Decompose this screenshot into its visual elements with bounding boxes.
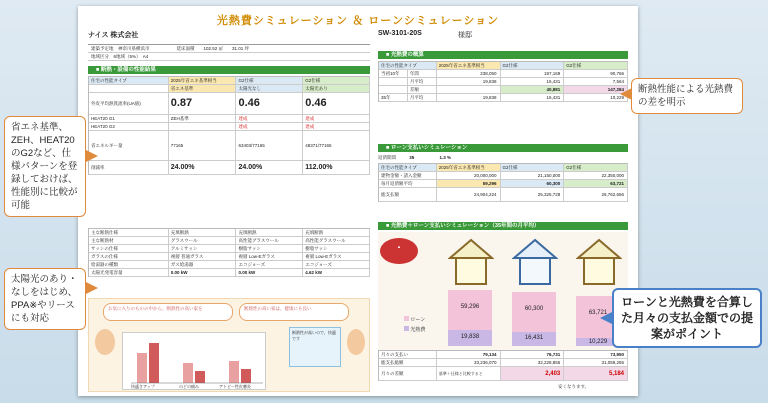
callout-tail bbox=[86, 150, 98, 162]
note-box: 断熱性が高いので、快適です bbox=[289, 327, 341, 367]
section-utility: ■ 光熱費の概算 bbox=[378, 51, 628, 59]
callout-solar-ppa: 太陽光のあり・なしをはじめ、PPA※やリースにも対応 bbox=[4, 268, 86, 330]
info-row: 建築予定地 神奈川県横浜市 延床面積 102.52 ㎡ 31.01 坪 bbox=[88, 45, 370, 53]
table-row: 給湯器の種類 ガス給湯器 エコジョーズ エコジョーズ bbox=[89, 261, 370, 269]
bar bbox=[195, 371, 205, 383]
house-icon bbox=[576, 236, 622, 286]
loan-bar: 63,721 bbox=[576, 296, 620, 338]
section-loan: ■ ローン支払いシミュレーション bbox=[378, 144, 628, 152]
bar bbox=[149, 343, 159, 383]
table-row: 月平均 19,838 16,431 7,564 bbox=[379, 78, 628, 86]
person-illustration bbox=[347, 329, 365, 355]
spec-table bbox=[88, 228, 370, 277]
performance-table bbox=[88, 76, 370, 175]
model-suffix: 様邸 bbox=[458, 32, 472, 39]
utility-table bbox=[378, 61, 628, 102]
model-number: SW-3101-20S bbox=[378, 30, 422, 37]
table-header: 住宅の性能タイプ 2025年省エネ基準相当 G2仕様 G2仕様 bbox=[379, 164, 628, 172]
table-row: 削減率 24.00% 24.00% 112.00% bbox=[89, 161, 370, 175]
callout-tail bbox=[86, 282, 98, 294]
table-row: HEAT20 G2 達成 達成 bbox=[89, 123, 370, 131]
legend-utility: 光熱費 bbox=[404, 326, 425, 333]
bar bbox=[183, 363, 193, 383]
callout-combined-payment: ローンと光熱費を合算した月々の支払金額での提案がポイント bbox=[612, 288, 762, 348]
section-combined: ■ 光熱費＋ローン支払いシミュレーション（35年間の月平均） bbox=[378, 222, 628, 230]
table-row: 毎月返済額平均 59,296 60,300 63,721 bbox=[379, 180, 628, 188]
section-performance: ■ 断熱・設備の性能結果 bbox=[88, 66, 370, 74]
table-row: 35年 月平均 19,838 16,431 10,229 bbox=[379, 94, 628, 102]
bar bbox=[241, 369, 251, 383]
table-row: 差額 40,881 147,284 bbox=[379, 86, 628, 94]
table-row: サッシの仕様 アルミサッシ 樹脂サッシ 樹脂サッシ bbox=[89, 245, 370, 253]
loan-term-label: 返済期間 bbox=[378, 155, 396, 160]
table-header: 住宅の性能タイプ 2025年省エネ基準相当 G2仕様 G2仕様 bbox=[89, 77, 370, 85]
chart-label: アトピー性皮膚炎 bbox=[219, 384, 251, 389]
badge: ▲ bbox=[380, 238, 418, 264]
sheet-title: 光熱費シミュレーション ＆ ローンシミュレーション bbox=[216, 15, 500, 27]
utility-bar: 16,431 bbox=[512, 332, 556, 346]
callout-tail bbox=[600, 312, 612, 324]
table-subheader: 省エネ基準 太陽光なし 太陽光あり bbox=[89, 85, 370, 93]
table-row: 月々の差額 基準＋仕様と比較すると 2,403 5,184 bbox=[379, 367, 628, 381]
table-row: HEAT20 G1 ZEH基準 達成 達成 bbox=[89, 115, 370, 123]
loan-bar: 60,300 bbox=[512, 292, 556, 332]
bar-chart-svg bbox=[123, 333, 267, 391]
callout-spec-patterns: 省エネ基準、ZEH、HEAT20のG2など、仕様パターンを登録しておけば、性能別に比較が可能 bbox=[4, 116, 86, 217]
combined-panel bbox=[378, 232, 628, 350]
loan-terms bbox=[378, 154, 628, 162]
combined-table bbox=[378, 350, 628, 381]
speech-bubble: 断熱性の高い家は、健康にも良い bbox=[239, 303, 349, 321]
project-info bbox=[88, 44, 370, 61]
utility-bar: 10,229 bbox=[576, 338, 620, 346]
table-row: 外皮平均熱貫流率(UA値) 0.87 0.46 0.46 bbox=[89, 93, 370, 115]
table-row: 主な断熱材 グラスウール 高性能グラスウール 高性能グラスウール bbox=[89, 237, 370, 245]
table-row: 総支払額 24,904,224 25,325,728 26,762,656 bbox=[379, 188, 628, 202]
table-row: 月々の支払い 79,134 76,731 73,950 bbox=[379, 351, 628, 359]
legend-loan: ローン bbox=[404, 316, 425, 323]
simulation-sheet bbox=[78, 6, 638, 396]
compare-note: 安くなります。 bbox=[558, 384, 590, 389]
table-header: 住宅の性能タイプ 2025年省エネ基準相当 G2仕様 G2仕様 bbox=[379, 62, 628, 70]
table-row: 太陽光発電容量 0.00 kW 0.00 kW 4.62 kW bbox=[89, 269, 370, 277]
table-row: 総支払総額 33,236,070 32,228,855 31,059,265 bbox=[379, 359, 628, 367]
loan-years: 35 bbox=[409, 155, 415, 160]
chart-label: のどの痛み bbox=[179, 384, 199, 389]
house-icon bbox=[512, 236, 558, 286]
table-row: 建物金額・諸入金額 20,000,000 21,150,000 22,350,000 bbox=[379, 172, 628, 180]
table-row: ガラスの仕様 複層 普通ガラス 複層 Low-Eガラス 複層 Low-Eガラス bbox=[89, 253, 370, 261]
table-row: 当初10年 年間 238,050 197,169 90,766 bbox=[379, 70, 628, 78]
callout-tail bbox=[620, 88, 632, 100]
health-bar-chart bbox=[122, 332, 266, 390]
loan-bar: 59,296 bbox=[448, 290, 492, 330]
house-icon bbox=[448, 236, 494, 286]
loan-rate: 1.3 % bbox=[439, 155, 452, 160]
info-row: 地域区分 6地域（5%） A4 bbox=[88, 53, 370, 61]
bar bbox=[137, 353, 147, 383]
person-illustration bbox=[95, 329, 115, 355]
company-name: ナイス 株式会社 bbox=[88, 32, 139, 39]
callout-utility-difference: 断熱性能による光熱費の差を明示 bbox=[631, 78, 743, 114]
speech-bubble: お気に入りのものの中から、断熱性の高い家を bbox=[103, 303, 233, 321]
table-row: 主な断熱仕様 充填断熱 充填断熱 充填断熱 bbox=[89, 229, 370, 237]
table-row: 省エネルギー量 77165 63403/77165 48371/77165 bbox=[89, 131, 370, 161]
chart-label: 快適さアップ bbox=[131, 384, 155, 389]
utility-bar: 19,838 bbox=[448, 330, 492, 346]
loan-table bbox=[378, 163, 628, 202]
bar bbox=[229, 361, 239, 383]
